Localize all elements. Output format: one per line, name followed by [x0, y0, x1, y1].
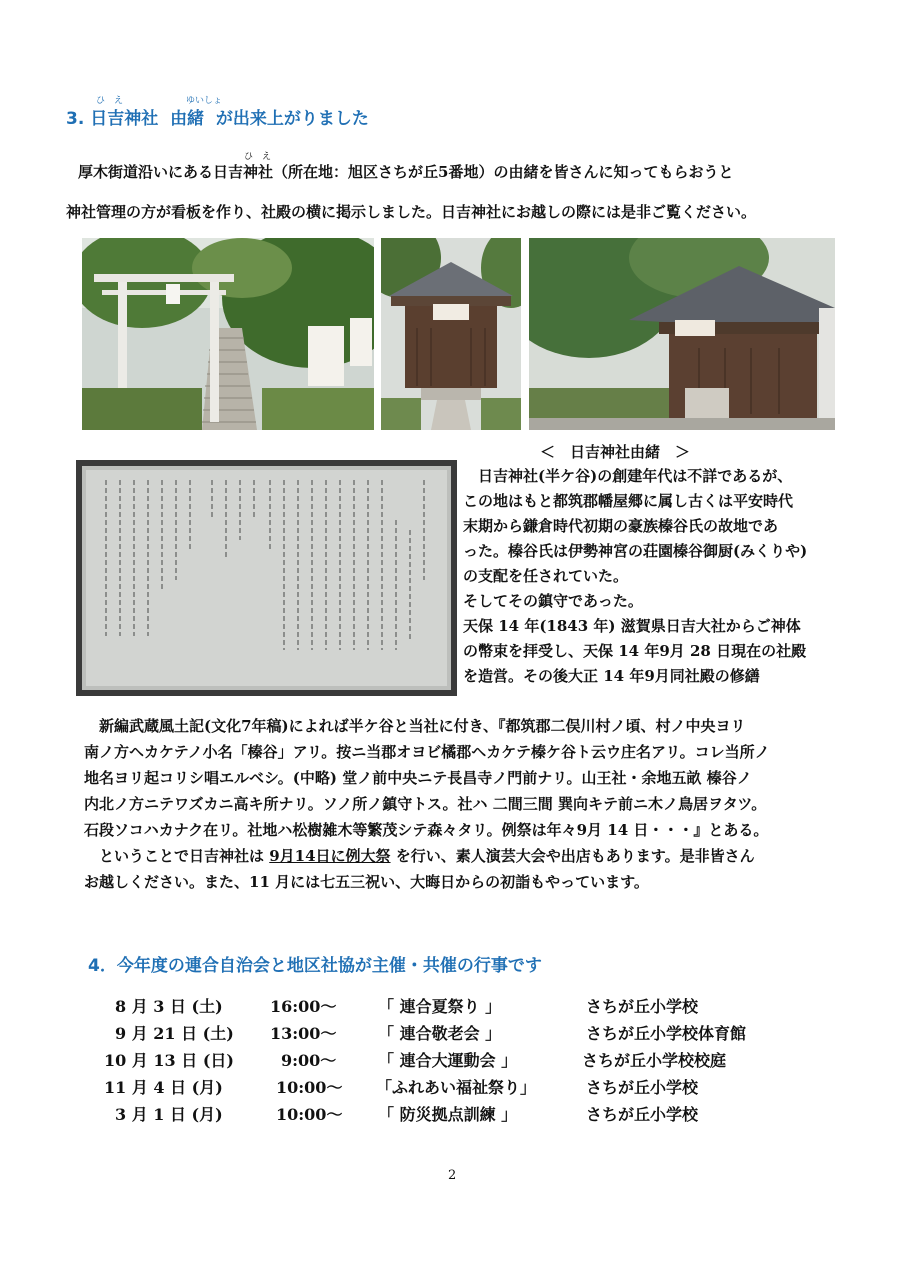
events-table	[0, 994, 904, 1134]
event-time: 9:00～	[281, 1051, 337, 1070]
title-mid: 由緒	[170, 109, 205, 129]
intro-text-a: 厚木街道沿いにある	[78, 163, 214, 181]
closing-line: お越しください。また、11 月には七五三祝い、大晦日からの初詣もやっています。	[84, 873, 649, 891]
event-name: 「 連合夏祭り 」	[378, 997, 502, 1016]
title-main: 日吉神社	[90, 109, 159, 129]
event-row	[0, 1075, 904, 1101]
side-line: 末期から鎌倉時代初期の豪族榛谷氏の故地であ	[463, 517, 779, 535]
event-row	[0, 1102, 904, 1128]
sign-caption: ＜ 日吉神社由緒 ＞	[540, 443, 691, 461]
history-body-text	[84, 715, 854, 905]
intro-ruby: ひ え	[244, 152, 272, 162]
body-line: 新編武蔵風土記(文化7年稿)によれば半ケ谷と当社に付き、『都筑郡二俣川村ノ頃、村ノ中央ヨリ	[84, 717, 746, 735]
intro-text-b: 日吉神社	[213, 163, 274, 181]
event-date: 11 月 4 日 (月)	[104, 1078, 223, 1097]
event-row	[0, 994, 904, 1020]
event-place: さちが丘小学校校庭	[582, 1051, 727, 1070]
history-side-text	[463, 465, 843, 705]
section4-title: 4．今年度の連合自治会と地区社協が主催・共催の行事です	[88, 956, 542, 976]
heading-ruby-hie: ひ え	[96, 96, 124, 106]
event-time: 13:00～	[270, 1024, 337, 1043]
festival-date: 9月14日に例大祭	[269, 847, 391, 865]
event-row	[0, 1048, 904, 1074]
side-line: この地はもと都筑郡幡屋郷に属し古くは平安時代	[463, 492, 794, 510]
page-number: 2	[448, 1168, 457, 1183]
heading-ruby-yuisho: ゆいしょ	[186, 96, 223, 106]
shrine-front-photo	[381, 238, 521, 430]
festival-line	[84, 845, 755, 866]
side-line: の支配を任されていた。	[463, 567, 629, 585]
body-line: 南ノ方ヘカケテノ小名「榛谷」アリ。按ニ当郡オヨビ橘郡ヘカケテ榛ケ谷ト云ウ庄名アリ。コレ当所ノ	[84, 743, 770, 761]
event-place: さちが丘小学校	[586, 1105, 699, 1124]
side-line: を造営。その後大正 14 年9月同社殿の修繕	[463, 667, 760, 685]
event-date: 8 月 3 日 (土)	[115, 997, 223, 1016]
title-num: 3.	[66, 109, 85, 129]
section3-heading	[66, 96, 486, 136]
shrine-side-photo	[529, 238, 835, 430]
event-row	[0, 1021, 904, 1047]
event-place: さちが丘小学校	[586, 1078, 699, 1097]
event-place: さちが丘小学校体育館	[586, 1024, 747, 1043]
event-name: 「 連合敬老会 」	[378, 1024, 502, 1043]
event-date: 3 月 1 日 (月)	[115, 1105, 223, 1124]
body-line: 地名ヨリ起コリシ唱エルベシ。(中略) 堂ノ前中央ニテ長昌寺ノ門前ナリ。山王社・余地五畝 榛谷ノ	[84, 769, 752, 787]
event-time: 16:00～	[270, 997, 337, 1016]
intro-line-2: 神社管理の方が看板を作り、社殿の横に掲示しました。日吉神社にお越しの際には是非ご覧ください。	[66, 203, 757, 221]
festival-post: を行い、素人演芸大会や出店もあります。是非皆さん	[390, 847, 755, 865]
side-line: 日吉神社(半ケ谷)の創建年代は不詳であるが、	[463, 467, 793, 485]
event-name: 「 防災拠点訓練 」	[378, 1105, 518, 1124]
intro-line-1	[78, 161, 733, 182]
section3-title	[66, 109, 369, 129]
body-line: 石段ソコハカナク在リ。社地ハ松樹雑木等繁茂シテ森々タリ。例祭は年々9月 14 日・・・』とある。	[84, 821, 769, 839]
side-line: った。榛谷氏は伊勢神宮の荘園榛谷御厨(みくりや)	[463, 542, 808, 560]
side-line: 天保 14 年(1843 年) 滋賀県日吉大社からご神体	[463, 617, 801, 635]
event-date: 10 月 13 日 (日)	[104, 1051, 234, 1070]
side-line: そしてその鎮守であった。	[463, 592, 643, 610]
event-time: 10:00～	[276, 1078, 343, 1097]
body-line: 内北ノ方ニテワズカニ高キ所ナリ。ソノ所ノ鎮守トス。社ハ 二間三間 巽向キテ前ニ木ノ鳥居ヲタツ。	[84, 795, 767, 813]
event-name: 「 連合大運動会 」	[378, 1051, 518, 1070]
title-tail: が出来上がりました	[215, 109, 369, 129]
yuisho-sign-photo	[76, 460, 457, 696]
torii-photo	[82, 238, 374, 430]
event-time: 10:00～	[276, 1105, 343, 1124]
event-date: 9 月 21 日 (土)	[115, 1024, 234, 1043]
intro-paragraph	[66, 152, 846, 221]
event-place: さちが丘小学校	[586, 997, 699, 1016]
side-line: の幣束を拝受し、天保 14 年9月 28 日現在の社殿	[463, 642, 807, 660]
event-name: 「ふれあい福祉祭り」	[376, 1078, 537, 1097]
festival-pre: ということで日吉神社は	[84, 847, 270, 865]
intro-text-c: （所在地：旭区さちが丘5番地）の由緒を皆さんに知ってもらおうと	[273, 163, 734, 181]
